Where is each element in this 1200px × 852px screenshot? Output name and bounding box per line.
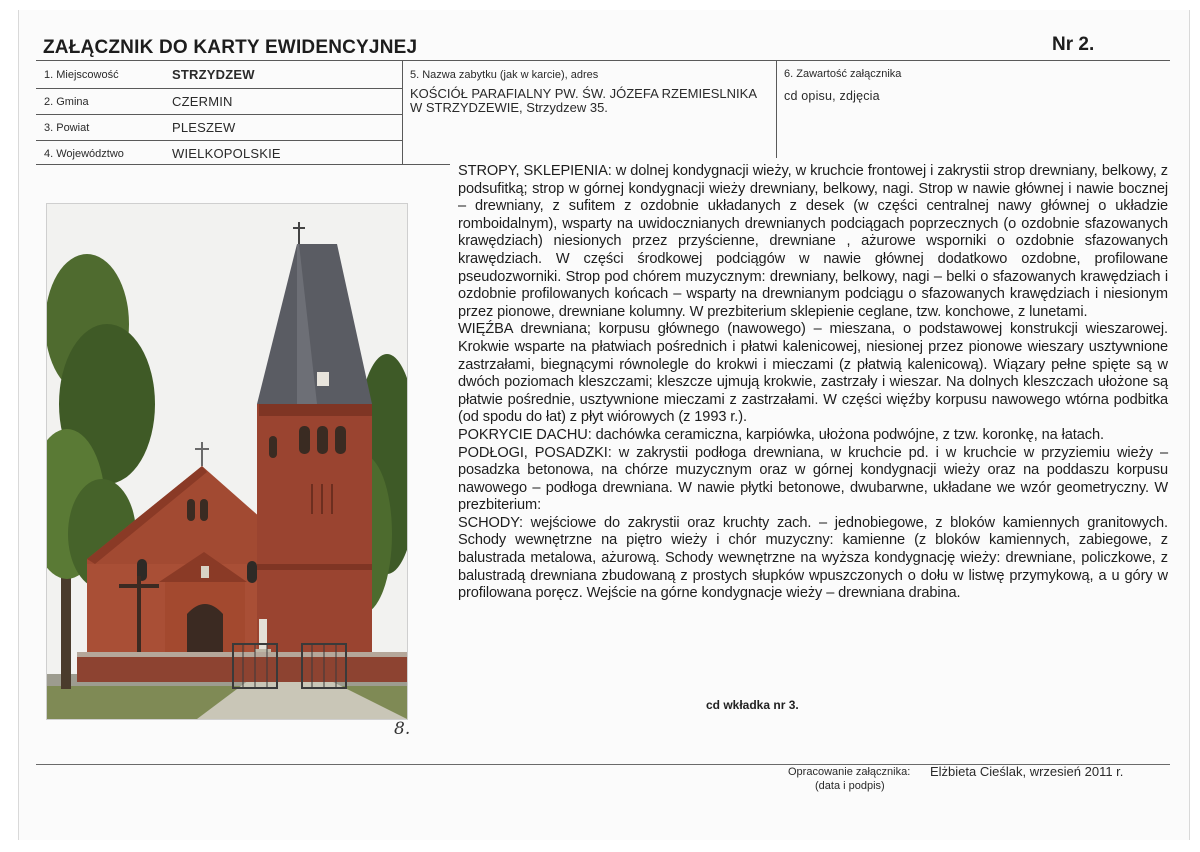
continuation-note: cd wkładka nr 3. <box>706 698 799 712</box>
footer-sublabel: (data i podpis) <box>815 780 885 792</box>
row-divider-2 <box>36 114 402 115</box>
powiat-label: 3. Powiat <box>44 122 90 134</box>
gmina-value: CZERMIN <box>172 94 233 109</box>
powiat-value: PLESZEW <box>172 120 236 135</box>
paragraph-schody: SCHODY: wejściowe do zakrystii oraz kruchty zach. – jednobiegowe, z bloków kamiennych granitowych. Schody wewnętrzne na piętro wieży i chór muzyczny: kamienne (z bloków kamiennych, zabiegowe, z balustrada metalowa, ażurową. Schody wewnętrzne na wyższa kondygnację wieży: drewniane, policzkowe, z balustradą drewniana zbudowaną z prostych słupków wpuszczonych o dołu w listwę przymykową, a u góry w profilowana poręcz. Wejście na górne kondygnacje wieży – drewniana drabina. <box>458 514 1168 602</box>
wojewodztwo-label: 4. Województwo <box>44 148 124 160</box>
row-divider-3 <box>36 140 402 141</box>
description-text <box>458 163 1168 603</box>
paragraph-pokrycie: POKRYCIE DACHU: dachówka ceramiczna, karpiówka, ułożona podwójne, z tzw. koronkę, na łatach. <box>458 426 1104 443</box>
header-top-line <box>36 60 1170 61</box>
miejscowosc-label: 1. Miejscowość <box>44 69 119 81</box>
document-number: Nr 2. <box>1052 34 1095 55</box>
header-bottom-line <box>36 164 450 165</box>
gmina-label: 2. Gmina <box>44 96 89 108</box>
zawartosc-label: 6. Zawartość załącznika <box>784 68 902 80</box>
nazwa-label: 5. Nazwa zabytku (jak w karcie), adres <box>410 69 599 81</box>
column-divider-2 <box>776 60 777 158</box>
paragraph-wiezba: WIĘŹBA drewniana; korpusu głównego (nawowego) – mieszana, o podstawowej konstrukcji wieszarowej. Krokwie wsparte na płatwiach pośrednich i płatwi kalenicowej, niesionej przez pionowe wieszary usztywnione zastrzałami, biegnącymi równolegle do krokwi i mieczami (z płatwią kalenicową). Wiązary pełne spięte są w dwóch poziomach kleszczami; kleszcze ujmują krokwie, zastrzały i wieszar. Na dolnych kleszczach ułożone są płatwie pośrednie, usztywnione mieczami z zastrzałami. W części więźby korpusu nawowego wtórna podbitka (od spodu do łat) z płyt wiórowych (z 1993 r.). <box>458 321 1168 426</box>
footer-signature: Elżbieta Cieślak, wrzesień 2011 r. <box>930 764 1124 779</box>
wojewodztwo-value: WIELKOPOLSKIE <box>172 146 281 161</box>
paragraph-stropy: STROPY, SKLEPIENIA: w dolnej kondygnacji wieży, w kruchcie frontowej i zakrystii strop drewniany, belkowy, z podsufitką; strop w górnej kondygnacji wieży drewniany, belkowy, nagi. Strop w nawie głównej i nawie bocznej – drewniany, z sufitem z ozdobnie układanych z desek (w części centralnej nawy głównej o układzie romboidalnym), wsparty na uwidocznianych drewnianych podciągach poprzecznych (o ozdobnie sfazowanych krawędziach) niesionych przez przyścienne, drewniane , ażurowe wsporniki o ozdobnie sfazowanych krawędziach. W części środkowej podciągów w nawie głównej dodatkowo ozdobne, profilowane pseudozworniki. Strop pod chórem muzycznym: drewniany, belkowy, nagi – belki o sfazowanych krawędziach i ozdobnie profilowanych końcach – wsparty na drewnianym podciągu o sfazowanych krawędziach i niesionym przez pionowe, drewniane kolumny. W prezbiterium sklepienie ceglane, tzw. konchowe, z lunetami. <box>458 163 1168 320</box>
zawartosc-value: cd opisu, zdjęcia <box>784 89 880 103</box>
photo-number: 8. <box>394 719 411 739</box>
row-divider-1 <box>36 88 402 89</box>
church-illustration <box>47 204 407 719</box>
nazwa-value: KOŚCIÓŁ PARAFIALNY PW. ŚW. JÓZEFA RZEMIESLNIKA W STRZYDZEWIE, Strzydzew 35. <box>410 86 757 115</box>
church-photo <box>46 203 408 720</box>
column-divider-1 <box>402 60 403 164</box>
footer-label: Opracowanie załącznika: <box>788 766 911 778</box>
miejscowosc-value: STRZYDZEW <box>172 67 255 82</box>
paragraph-podlogi: PODŁOGI, POSADZKI: w zakrystii podłoga drewniana, w kruchcie pd. i w kruchcie w przyziemiu wieży – posadzka betonowa, na chórze muzycznym oraz w górnej kondygnacji wieży oraz na poddaszu korpusu nawowego – podłoga drewniana. W nawie płytki betonowe, dwubarwne, układane we wzór geometryczny. W prezbiterium: <box>458 444 1168 514</box>
document-title: ZAŁĄCZNIK DO KARTY EWIDENCYJNEJ <box>43 37 418 58</box>
